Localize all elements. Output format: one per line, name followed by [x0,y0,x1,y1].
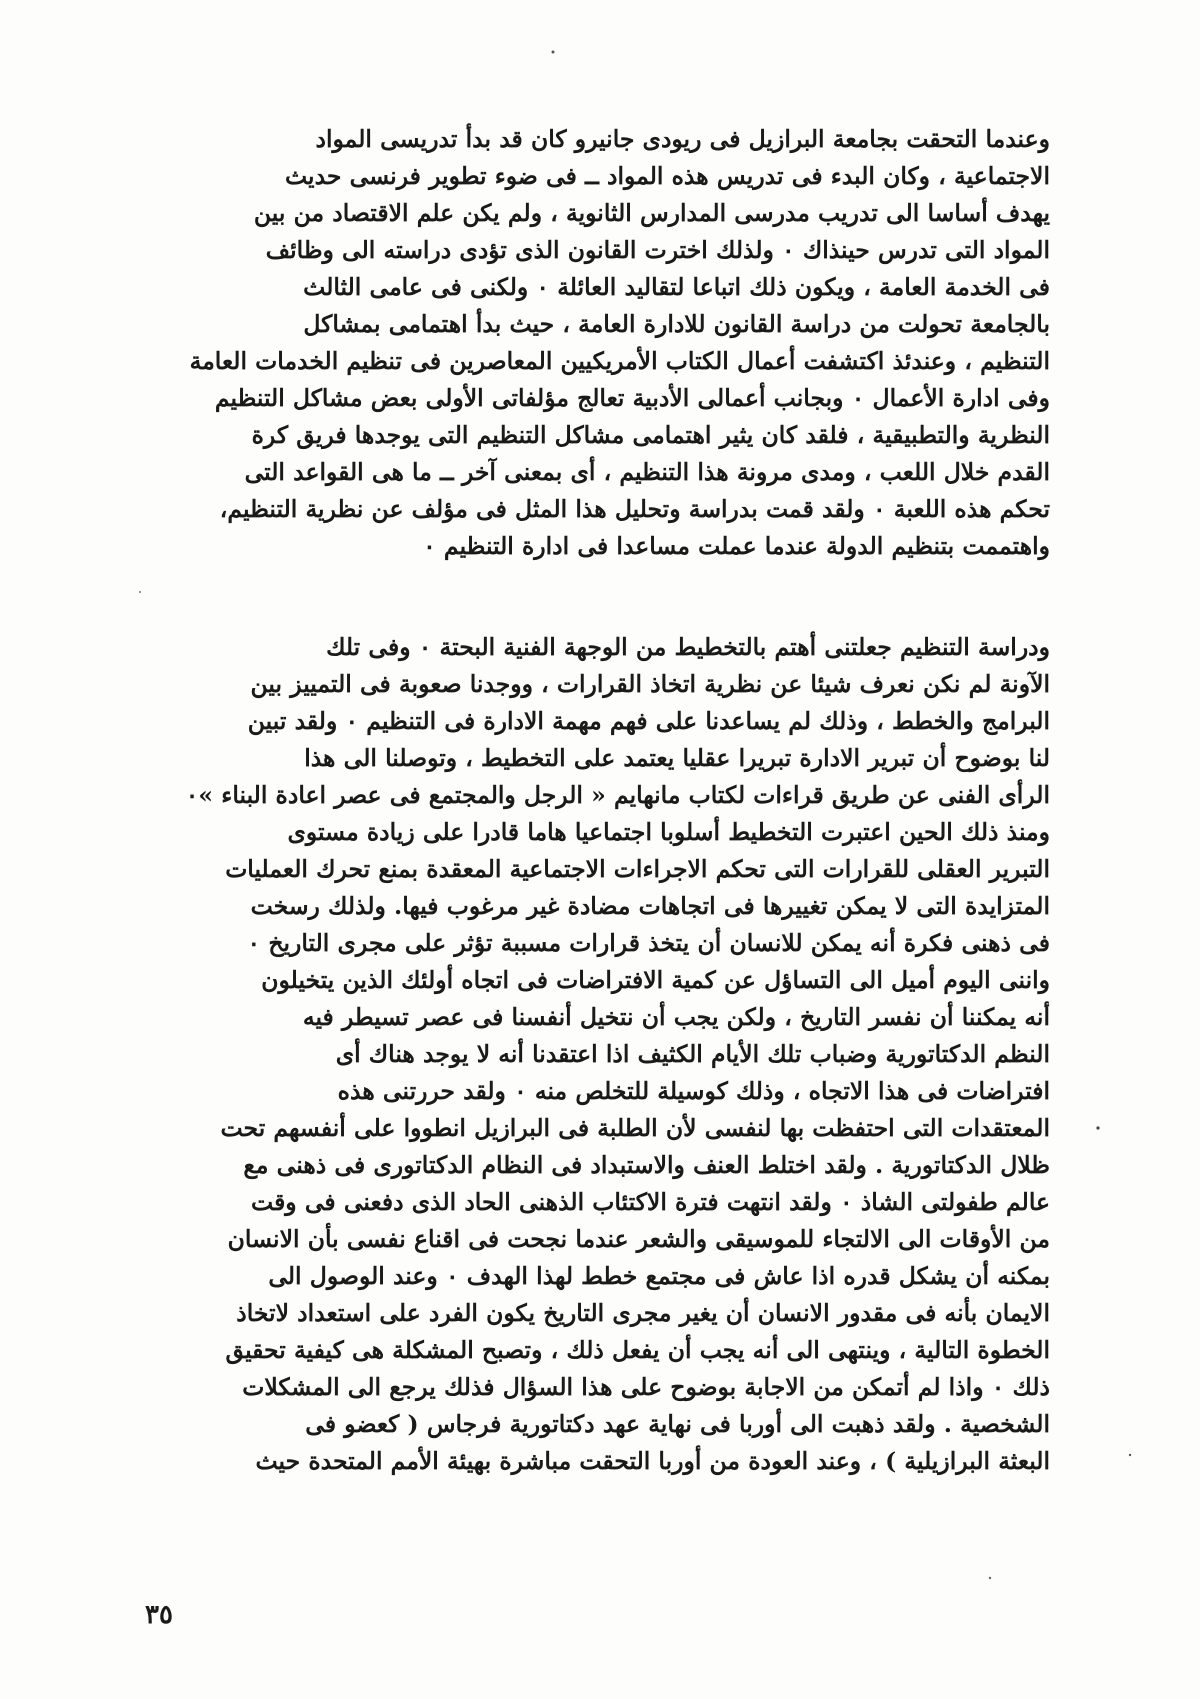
text-line: ومنذ ذلك الحين اعتبرت التخطيط أسلوبا اجتماعيا هاما قادرا على زيادة مستوى [287,818,1050,846]
text-line: المتزايدة التى لا يمكن تغييرها فى اتجاهات مضادة غير مرغوب فيها. ولذلك رسخت [250,892,1050,920]
text-line: وفى ادارة الأعمال ٠ وبجانب أعمالى الأدبية تعالج مؤلفاتى الأولى بعض مشاكل التنظيم [214,384,1050,412]
text-line: ظلال الدكتاتورية . ولقد اختلط العنف والاستبداد فى النظام الدكتاتورى فى ذهنى مع [243,1151,1050,1179]
text-line: افتراضات فى هذا الاتجاه ، وذلك كوسيلة للتخلص منه ٠ ولقد حررتنى هذه [337,1077,1050,1105]
text-line: القدم خلال اللعب ، ومدى مرونة هذا التنظيم ، أى بمعنى آخر ــ ما هى القواعد التى [244,458,1050,486]
text-line: الاجتماعية ، وكان البدء فى تدريس هذه المواد ــ فى ضوء تطوير فرنسى حديث [284,162,1050,190]
text-line: ذلك ٠ واذا لم أتمكن من الاجابة بوضوح على هذا السؤال فذلك يرجع الى المشكلات [242,1373,1050,1401]
text-line: الايمان بأنه فى مقدور الانسان أن يغير مجرى التاريخ يكون الفرد على استعداد لاتخاذ [236,1299,1050,1327]
text-line: النظرية والتطبيقية ، فلقد كان يثير اهتمامى مشاكل التنظيم التى يوجدها فريق كرة [251,421,1050,449]
text-line: التنظيم ، وعندئذ اكتشفت أعمال الكتاب الأمريكيين المعاصرين فى تنظيم الخدمات العامة [189,347,1050,375]
text-line: الآونة لم نكن نعرف شيئا عن نظرية اتخاذ القرارات ، ووجدنا صعوبة فى التمييز بين [250,670,1050,698]
text-line: يهدف أساسا الى تدريب مدرسى المدارس الثانوية ، ولم يكن علم الاقتصاد من بين [253,199,1050,227]
text-line: الشخصية . ولقد ذهبت الى أوربا فى نهاية عهد دكتاتورية فرجاس ( كعضو فى [305,1410,1050,1438]
paragraph-2 [150,629,1050,1480]
text-line: ودراسة التنظيم جعلتنى أهتم بالتخطيط من الوجهة الفنية البحتة ٠ وفى تلك [326,633,1050,661]
paragraph-1 [150,121,1050,565]
text-line: الخطوة التالية ، وينتهى الى أنه يجب أن يفعل ذلك ، وتصبح المشكلة هى كيفية تحقيق [225,1336,1050,1364]
text-line: البعثة البرازيلية ) ، وعند العودة من أوربا التحقت مباشرة بهيئة الأمم المتحدة حيث [255,1447,1050,1475]
text-line: البرامج والخطط ، وذلك لم يساعدنا على فهم مهمة الادارة فى التنظيم ٠ ولقد تبين [247,707,1050,735]
text-line: وعندما التحقت بجامعة البرازيل فى ريودى جانيرو كان قد بدأ تدريسى المواد [315,125,1050,153]
text-line: المعتقدات التى احتفظت بها لنفسى لأن الطلبة فى البرازيل انطووا على أنفسهم تحت [220,1114,1050,1142]
text-line: واهتممت بتنظيم الدولة عندما عملت مساعدا فى ادارة التنظيم ٠ [423,532,1050,560]
text-line: بمكنه أن يشكل قدره اذا عاش فى مجتمع خطط لهذا الهدف ٠ وعند الوصول الى [268,1262,1050,1290]
text-line: عالم طفولتى الشاذ ٠ ولقد انتهت فترة الاكتئاب الذهنى الحاد الذى دفعنى فى وقت [251,1188,1050,1216]
text-line: أنه يمكننا أن نفسر التاريخ ، ولكن يجب أن نتخيل أنفسنا فى عصر تسيطر فيه [302,1003,1050,1031]
text-line: تحكم هذه اللعبة ٠ ولقد قمت بدراسة وتحليل هذا المثل فى مؤلف عن نظرية التنظيم، [219,495,1050,523]
text-line: النظم الدكتاتورية وضباب تلك الأيام الكثيف اذا اعتقدنا أنه لا يوجد هناك أى [335,1040,1050,1068]
text-line: فى الخدمة العامة ، ويكون ذلك اتباعا لتقاليد العائلة ٠ ولكنى فى عامى الثالث [303,273,1050,301]
text-line: الرأى الفنى عن طريق قراءات لكتاب مانهايم « الرجل والمجتمع فى عصر اعادة البناء »٠ [185,781,1050,809]
text-line: فى ذهنى فكرة أنه يمكن للانسان أن يتخذ قرارات مسببة تؤثر على مجرى التاريخ ٠ [247,929,1050,957]
text-line: واننى اليوم أميل الى التساؤل عن كمية الافتراضات فى اتجاه أولئك الذين يتخيلون [261,966,1050,994]
page-number: ٣٥ [145,1600,173,1630]
text-line: من الأوقات الى الالتجاء للموسيقى والشعر عندما نجحت فى اقناع نفسى بأن الانسان [227,1225,1050,1253]
text-line: بالجامعة تحولت من دراسة القانون للادارة العامة ، حيث بدأ اهتمامى بمشاكل [303,310,1050,338]
text-line: التبرير العقلى للقرارات التى تحكم الاجراءات الاجتماعية المعقدة بمنع تحرك العمليات [225,855,1050,883]
text-line: المواد التى تدرس حينذاك ٠ ولذلك اخترت القانون الذى تؤدى دراسته الى وظائف [265,236,1050,264]
text-line: لنا بوضوح أن تبرير الادارة تبريرا عقليا يعتمد على التخطيط ، وتوصلنا الى هذا [304,744,1050,772]
